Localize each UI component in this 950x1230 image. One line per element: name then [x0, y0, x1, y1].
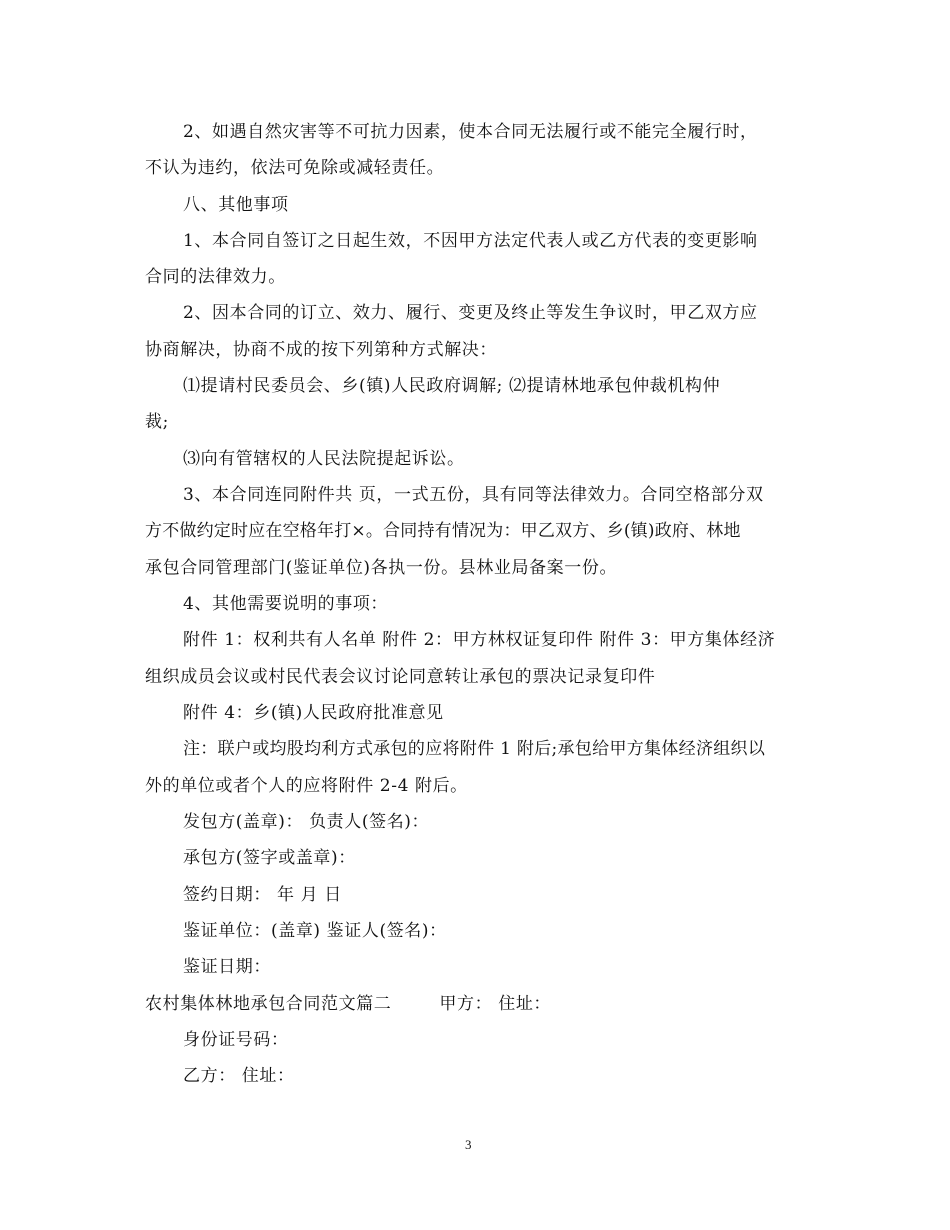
- signature-line: 发包方(盖章)： 负责人(签名)：: [183, 812, 430, 832]
- section-heading: 八、其他事项: [183, 195, 289, 215]
- text-line: 身份证号码：: [183, 1030, 289, 1050]
- text-line: 承包合同管理部门(鉴证单位)各执一份。县林业局备案一份。: [145, 558, 618, 578]
- signature-line: 签约日期： 年 月 日: [183, 885, 342, 905]
- text-line: 组织成员会议或村民代表会议讨论同意转让承包的票决记录复印件: [145, 667, 656, 687]
- text-line: 附件 1：权利共有人名单 附件 2：甲方林权证复印件 附件 3：甲方集体经济: [183, 630, 776, 650]
- text-line: ⑶向有管辖权的人民法院提起诉讼。: [183, 449, 465, 469]
- text-line: 协商解决，协商不成的按下列第种方式解决：: [145, 340, 497, 360]
- signature-line: 承包方(签字或盖章)：: [183, 848, 356, 868]
- text-line: 不认为违约，依法可免除或减轻责任。: [145, 158, 445, 178]
- text-line: 农村集体林地承包合同范文篇二 甲方： 住址：: [145, 994, 552, 1014]
- text-line: 方不做约定时应在空格年打×。合同持有情况为：甲乙双方、乡(镇)政府、林地: [145, 521, 741, 541]
- text-line: ⑴提请村民委员会、乡(镇)人民政府调解; ⑵提请林地承包仲裁机构仲: [183, 376, 721, 396]
- text-line: 注：联户或均股均利方式承包的应将附件 1 附后;承包给甲方集体经济组织以: [183, 739, 766, 759]
- text-line: 外的单位或者个人的应将附件 2-4 附后。: [145, 776, 468, 796]
- text-line: 附件 4：乡(镇)人民政府批准意见: [183, 703, 444, 723]
- text-line: 3、本合同连同附件共 页，一式五份，具有同等法律效力。合同空格部分双: [183, 485, 764, 505]
- text-line: 2、因本合同的订立、效力、履行、变更及终止等发生争议时，甲乙双方应: [183, 303, 758, 323]
- page-number: 3: [465, 1137, 472, 1152]
- signature-line: 鉴证单位：(盖章) 鉴证人(签名)：: [183, 921, 447, 941]
- text-line: 2、如遇自然灾害等不可抗力因素，使本合同无法履行或不能完全履行时，: [183, 122, 758, 142]
- text-line: 乙方： 住址：: [183, 1066, 295, 1086]
- text-line: 裁;: [145, 412, 169, 432]
- signature-line: 鉴证日期：: [183, 957, 271, 977]
- text-line: 合同的法律效力。: [145, 267, 286, 287]
- text-line: 4、其他需要说明的事项：: [183, 594, 389, 614]
- text-line: 1、本合同自签订之日起生效，不因甲方法定代表人或乙方代表的变更影响: [183, 231, 758, 251]
